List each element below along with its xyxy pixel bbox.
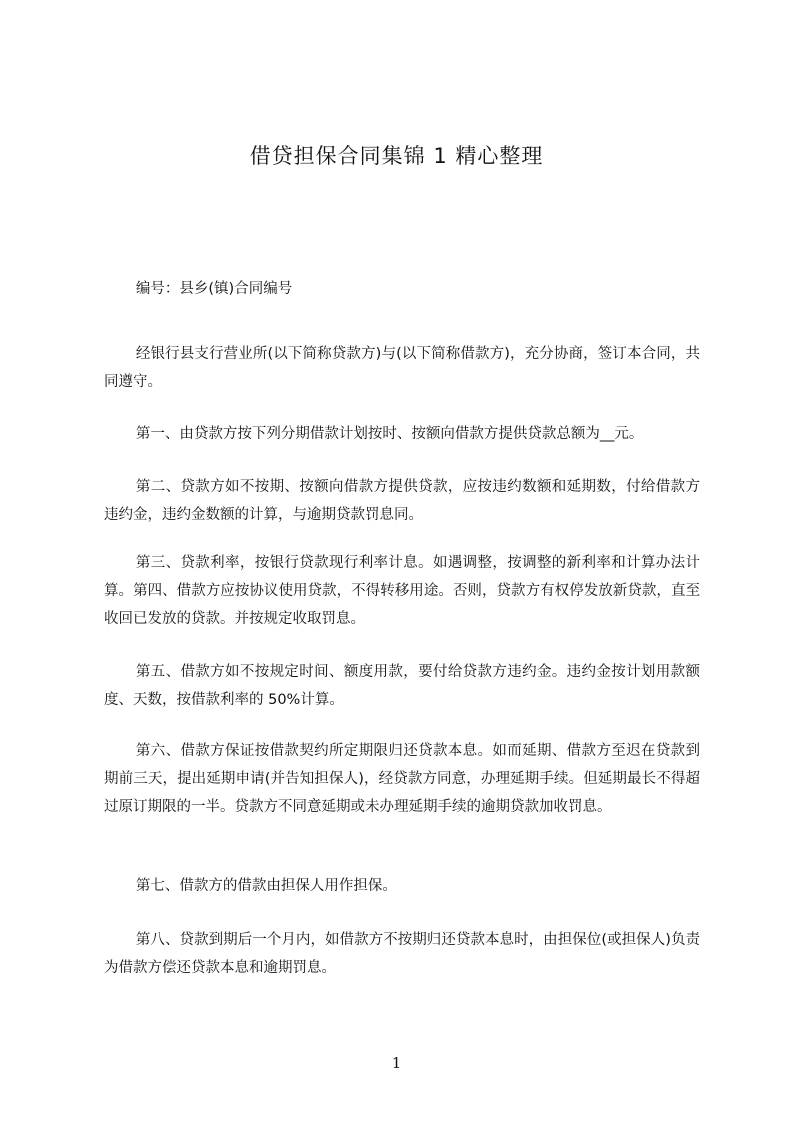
clause-3-4: 第三、贷款利率，按银行贷款现行利率计息。如遇调整，按调整的新利率和计算办法计算。第四、借款方应按协议使用贷款，不得转移用途。否则，贷款方有权停发放新贷款，直至收回已发放的贷款。并按规定收取罚息。 [104, 555, 700, 627]
clause-5: 第五、借款方如不按规定时间、额度用款，要付给贷款方违约金。违约金按计划用款额度、天数，按借款利率的 50%计算。 [104, 664, 700, 708]
clause-8: 第八、贷款到期后一个月内，如借款方不按期归还贷款本息时，由担保位(或担保人)负责为借款方偿还贷款本息和逾期罚息。 [104, 932, 700, 976]
clause-1: 第一、由贷款方按下列分期借款计划按时、按额向借款方提供贷款总额为__元。 [135, 426, 644, 442]
clause-6: 第六、借款方保证按借款契约所定期限归还贷款本息。如而延期、借款方至迟在贷款到期前三天，提出延期申请(并告知担保人)，经贷款方同意，办理延期手续。但延期最长不得超过原订期限的一半。贷款方不同意延期或未办理延期手续的逾期贷款加收罚息。 [104, 743, 700, 815]
page-number: 1 [391, 1054, 402, 1072]
contract-preamble: 经银行县支行营业所(以下简称贷款方)与(以下简称借款方)，充分协商，签订本合同，共同遵守。 [104, 346, 700, 390]
clause-7: 第七、借款方的借款由担保人用作担保。 [135, 878, 397, 894]
contract-number-line: 编号：县乡(镇)合同编号 [135, 281, 293, 297]
clause-2: 第二、贷款方如不按期、按额向借款方提供贷款，应按违约数额和延期数，付给借款方违约金，违约金数额的计算，与逾期贷款罚息同。 [104, 479, 700, 523]
document-title: 借贷担保合同集锦 1 精心整理 [249, 144, 544, 168]
